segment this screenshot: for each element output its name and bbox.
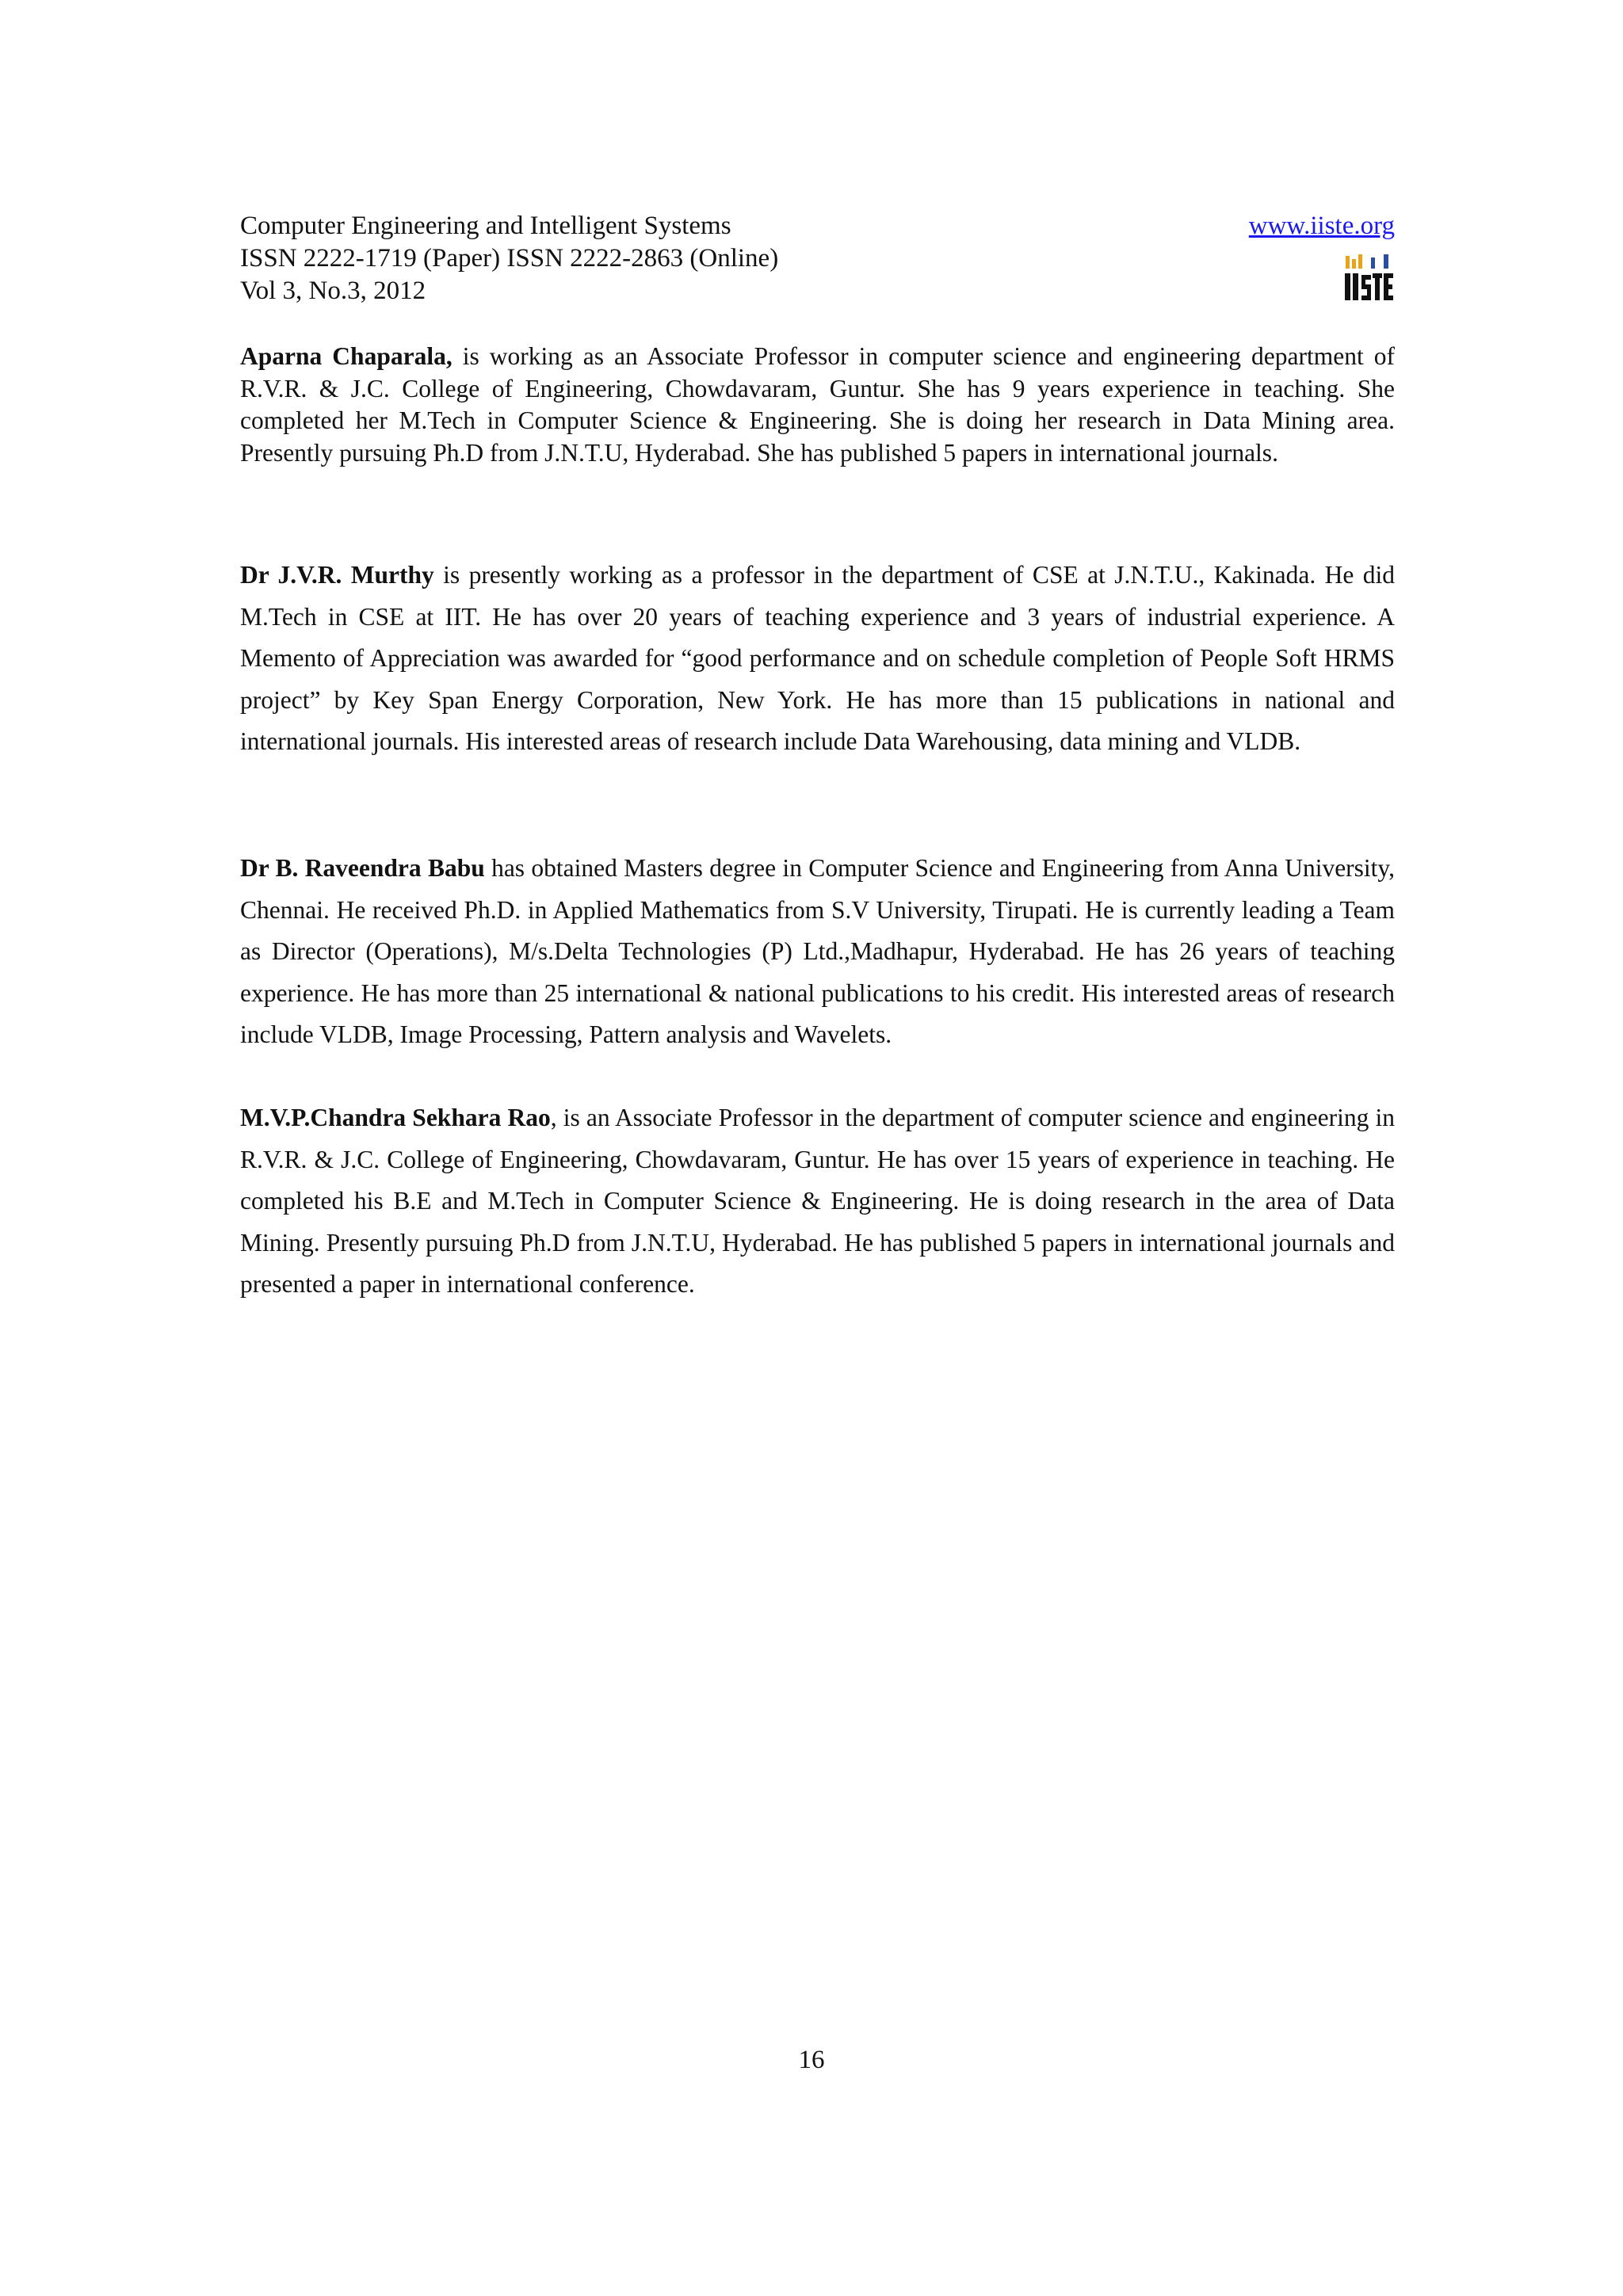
website-link[interactable]: www.iiste.org — [1248, 212, 1395, 240]
journal-info — [240, 210, 778, 307]
bio-paragraph-aparna-chaparala — [240, 341, 1395, 469]
journal-volume: Vol 3, No.3, 2012 — [240, 277, 426, 305]
iiste-logo-icon — [1342, 251, 1395, 303]
bio-text: is presently working as a professor in the department of CSE at J.N.T.U., Kakinada. He did M.Tech in CSE at IIT. He has over 20 years of teaching experience and 3 years of industrial experience. A Memento of Appreciation was awarded for “good performance and on schedule completion of People Soft HRMS project” by Key Span Energy Corporation, New York. He has more than 15 publications in national and international journals. His interested areas of research include Data Warehousing, data mining and VLDB. — [240, 561, 1396, 755]
bio-text: has obtained Masters degree in Computer Science and Engineering from Anna University, Chennai. He received Ph.D. in Applied Mathematics from S.V University, Tirupati. He is currently leading a Team as Director (Operations), M/s.Delta Technologies (P) Ltd.,Madhapur, Hyderabad. He has 26 years of teaching experience. He has more than 25 international & national publications to his credit. His interested areas of research include VLDB, Image Processing, Pattern analysis and Wavelets. — [240, 854, 1396, 1048]
bio-paragraph-jvr-murthy — [240, 555, 1395, 763]
page-number: 16 — [798, 2046, 825, 2074]
bio-author-name: M.V.P.Chandra Sekhara Rao — [240, 1104, 551, 1131]
page-header — [240, 210, 1395, 313]
journal-title: Computer Engineering and Intelligent Systems — [240, 212, 731, 240]
bio-author-name: Dr B. Raveendra Babu — [240, 854, 485, 882]
bio-paragraph-raveendra-babu — [240, 848, 1395, 1056]
journal-issn: ISSN 2222-1719 (Paper) ISSN 2222-2863 (Online) — [240, 244, 779, 273]
bio-author-name: Dr J.V.R. Murthy — [240, 561, 434, 589]
bio-author-name: Aparna Chaparala, — [240, 342, 453, 370]
bio-paragraph-chandra-sekhara-rao — [240, 1097, 1395, 1306]
bio-text: , is an Associate Professor in the department of computer science and engineering in R.V.R. & J.C. College of Engineering, Chowdavaram, Guntur. He has over 15 years of experience in teaching. He completed his B.E and M.Tech in Computer Science & Engineering. He is doing research in the area of Data Mining. Presently pursuing Ph.D from J.N.T.U, Hyderabad. He has published 5 papers in international journals and presented a paper in international conference. — [240, 1104, 1395, 1298]
bio-text: is working as an Associate Professor in computer science and engineering department of R.V.R. & J.C. College of Engineering, Chowdavaram, Guntur. She has 9 years experience in teaching. She completed her M.Tech in Computer Science & Engineering. She is doing her research in Data Mining area. Presently pursuing Ph.D from J.N.T.U, Hyderabad. She has published 5 papers in international journals. — [240, 342, 1396, 467]
